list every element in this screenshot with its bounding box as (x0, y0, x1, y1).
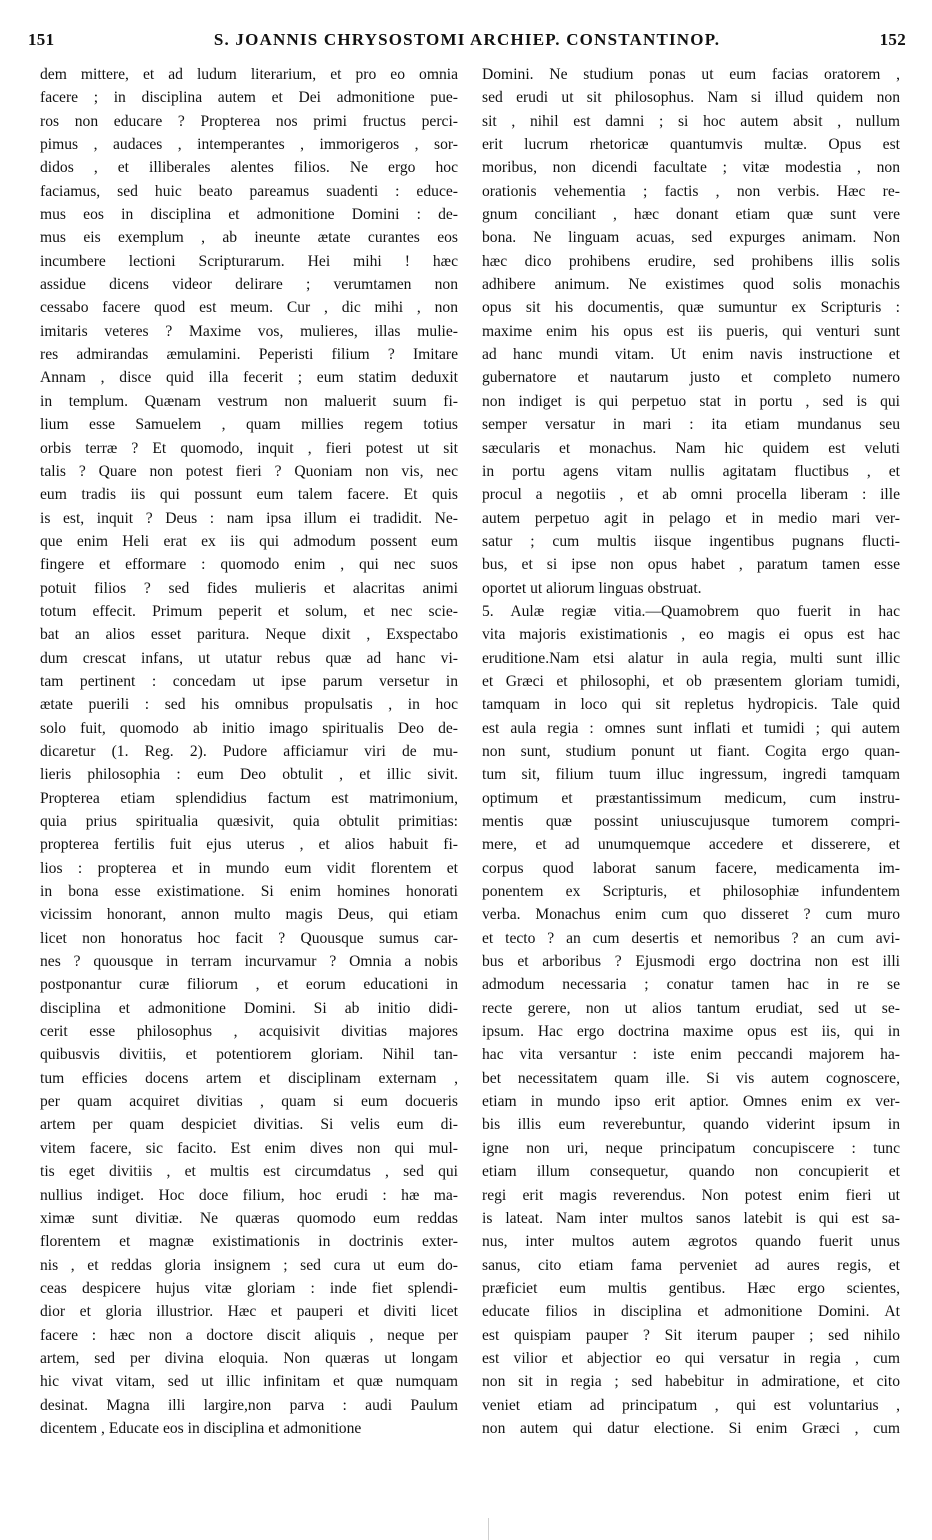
text-line: veniet etiam ad principatum , qui est voluntarius , (482, 1396, 900, 1414)
text-line: moribus, non dicendi facultate ; vitæ modestia , non (482, 159, 900, 177)
running-title: S. JOANNIS CHRYSOSTOMI ARCHIEP. CONSTANTINOP. (213, 30, 721, 49)
page-edge-mark (488, 1518, 489, 1540)
text-line: bus, et si ipse non opus habet , paratum tamen esse (482, 556, 900, 574)
text-line: etiam illum consequetur, quando non concupierit et (482, 1163, 900, 1181)
text-line: nus, inter multos autem ægrotos quando fuerit unus (482, 1233, 900, 1251)
text-line: est quispiam pauper ? Sit iterum pauper ; sed nihilo (482, 1326, 900, 1344)
text-line: bat an alios esset paritura. Neque dixit , Exspectabo (40, 626, 458, 644)
text-line: verba. Monachus enim cum quo disseret ? cum muro (482, 906, 900, 924)
text-line: desinat. Magna illi largire,non parva : audi Paulum (40, 1396, 458, 1414)
text-line: res admirandas æmulamini. Peperisti filium ? Imitare (40, 346, 458, 364)
text-line: hac vita versantur : iste enim peccandi majorem ha- (482, 1046, 900, 1064)
text-line: didos , et illiberales alentes filios. Ne ergo hoc (40, 159, 458, 177)
text-line: ros non educare ? Propterea nos primi fructus perci- (40, 112, 458, 130)
text-line: incumbere lectioni Scripturarum. Hei mihi ! hæc (40, 252, 458, 270)
text-line: tum sit, filium tuum illuc ingressum, ingredi tamquam (482, 766, 900, 784)
text-line: dicentem , Educate eos in disciplina et admonitione (40, 1419, 362, 1437)
left-text-column (40, 63, 458, 1440)
text-line: bona. Ne linguam acuas, sed expurges animam. Non (482, 229, 900, 247)
text-line: non autem qui datur electione. Si enim Græci , cum (482, 1419, 900, 1437)
text-line: adhibere animum. Ne existimes quod solis monachis (482, 276, 900, 294)
text-line: facere : hæc non a doctore discit aliquis , neque per (40, 1326, 458, 1344)
text-line: regi erit magis reverendus. Non potest enim fieri ut (482, 1186, 900, 1204)
text-line: optimum et præstantissimum medicum, cum instru- (482, 789, 900, 807)
text-line: nes ? quousque in terram incurvamur ? Omnia a nobis (40, 953, 458, 971)
text-line: in bona esse existimatione. Si enim homines honorati (40, 883, 458, 901)
text-line: tamquam in loco qui sit repletus hydropicis. Tale quid (482, 696, 900, 714)
text-line: bet necessitatem quam ille. Si vis autem cognoscere, (482, 1069, 900, 1087)
text-line: quia prius spiritualia quæsivit, quia obtulit primitias: (40, 813, 458, 830)
text-line: ximæ sunt divitiæ. Ne quæras quomodo eum reddas (40, 1209, 458, 1227)
text-line: tis eget divitiis , et multis est circumdatus , sed qui (40, 1163, 458, 1181)
text-line: tum efficies docens artem et disciplinam externam , (40, 1069, 458, 1087)
text-line: in portu agens vitam nullis agitatam fluctibus , et (482, 462, 900, 480)
page-number-right: 152 (879, 30, 906, 49)
text-line: florentem et magnæ existimationis in doctrinis exter- (40, 1233, 458, 1251)
text-line: præficiet eum multis gentibus. Hæc ergo scientes, (482, 1279, 900, 1297)
text-line: potuit filios ? sed fides mulieris et alacritas animi (40, 579, 458, 597)
text-line: erit lucrum rhetoricæ quantumvis multæ. Opus est (482, 136, 900, 154)
text-line: postponantur curæ filiorum , et eorum educationi in (40, 976, 458, 994)
text-line: cerit esse philosophus , acquisivit divitias majores (40, 1023, 458, 1041)
text-line: fingere et efformare : quomodo enim , qui nec suos (40, 556, 458, 574)
text-line: oportet ut aliorum linguas obstruat. (482, 579, 702, 597)
text-line: Annam , disce quid illa fecerit ; eum statim deduxit (40, 369, 458, 387)
text-line: sit , nihil est damni ; si hoc autem absit , nullum (482, 112, 900, 130)
text-line: mentis quæ possint uniuscujusque tumorem compri- (482, 813, 900, 830)
text-line: dicaretur (1. Reg. 2). Pudore afficiamur viri de mu- (40, 742, 458, 760)
text-line: opus sit his documentis, quæ sumuntur ex Scripturis : (482, 299, 900, 317)
text-line: totum effecit. Primum peperit et solum, et nec scie- (40, 602, 458, 620)
text-line: et tecto ? an cum desertis et nemoribus ? an cum avi- (482, 929, 900, 947)
text-line: orationis vehementia ; factis , non verbis. Hæc re- (482, 182, 900, 200)
text-line: non indiget is qui perpetuo stat in portu , sed is qui (482, 392, 900, 410)
text-line: lieris philosophia : eum Deo obtulit , et illic sivit. (40, 766, 458, 784)
text-line: tam pertinent : concedam ut ipse parum versetur in (40, 672, 458, 690)
text-line: talis ? Quare non potest fieri ? Quoniam non vis, nec (40, 462, 458, 480)
text-line: procul a negotiis , et ab omni procella liberam : ille (482, 486, 900, 504)
text-line: que enim Heli erat ex iis qui admodum possent eum (40, 532, 458, 550)
text-line: igne non uri, neque principatum concupiscere : tunc (482, 1139, 900, 1157)
text-line: pimus , audaces , intemperantes , immorigeros , sor- (40, 136, 458, 154)
text-line: licet non honoratus hoc facit ? Quousque sumus car- (40, 929, 458, 947)
text-line: is lateat. Nam inter multos sanos latebit is qui est sa- (482, 1209, 900, 1227)
text-line: recte gerere, non ut alios tantum erudiat, sed ut se- (482, 999, 900, 1017)
text-line: educate filios in disciplina et admonitione Domini. At (482, 1303, 900, 1321)
text-line: facere ; in disciplina autem et Dei admonitione pue- (40, 89, 458, 107)
text-line: mus eos in disciplina et admonitione Domini : de- (40, 206, 458, 224)
text-line: hic vivat vitam, sed ut illic infinitam et quæ numquam (40, 1373, 458, 1391)
text-line: per quam acquiret divitias , quam si eum docueris (40, 1093, 458, 1111)
text-line: est vilior et abjectior eo qui versatur in regia , cum (482, 1349, 900, 1367)
text-line: nis , et reddas gloria insignem ; sed cura ut eum do- (40, 1256, 458, 1274)
text-line: vitem facere, sic facito. Est enim dives non qui mul- (40, 1139, 458, 1157)
text-line: solo fuit, quomodo ab initio imago spiritualis Deo de- (40, 719, 458, 737)
text-line: non sunt, studium ponunt ut fiant. Cogita ergo quan- (482, 742, 900, 760)
text-line: 5. Aulæ regiæ vitia.—Quamobrem quo fuerit in hac (482, 602, 900, 620)
text-line: satur ; cum multis iisque ingentibus pugnans flucti- (482, 532, 900, 550)
text-line: ceas despicere hujus vitæ gloriam : inde fiet splendi- (40, 1279, 458, 1297)
text-line: bis illis eum reverebuntur, quando viderint ipsum in (482, 1116, 900, 1134)
text-line: est aula regia : omnes sunt inflati et tumidi ; qui autem (482, 719, 900, 737)
text-line: artem per quam despiciet divitias. Si velis eum di- (40, 1116, 458, 1134)
text-line: in templum. Quænam vestrum non maluerit suum fi- (40, 392, 458, 410)
text-line: quibusvis divitiis, et potentiorem gloriam. Nihil tan- (40, 1046, 458, 1064)
text-line: bus et arboribus ? Ejusmodi ergo doctrina non est illi (482, 953, 900, 971)
text-line: vicissim honorant, annon multo magis Deus, qui etiam (40, 906, 458, 924)
text-line: dum crescat infans, ut utatur rebus quæ ad hanc vi- (40, 649, 458, 667)
text-line: propterea fertilis fuit ejus uterus , et alios habuit fi- (40, 836, 458, 854)
text-line: gubernatore et nautarum justo et completo numero (482, 369, 900, 387)
text-line: orbis terræ ? Et quomodo, inquit , fieri potest ut sit (40, 439, 458, 457)
text-line: eruditione.Nam etsi alatur in aula regia, multi sunt illic (482, 649, 900, 667)
text-line: disciplina et admonitione Domini. Si ab initio didi- (40, 999, 458, 1017)
text-line: lium esse Samuelem , quam millies regem totius (40, 416, 458, 434)
text-line: Domini. Ne studium ponas ut eum facias oratorem , (482, 66, 900, 83)
text-line: artem, sed per divina eloquia. Non quæras ut longam (40, 1349, 458, 1367)
right-text-column (482, 63, 900, 1440)
text-line: gnum conciliant , hæc donant etiam quæ sunt vere (482, 206, 900, 224)
text-line: dem mittere, et ad ludum literarium, et pro eo omnia (40, 66, 458, 83)
text-line: maxime enim his opus est iis pueris, qui venturi sunt (482, 322, 900, 340)
text-line: sed erudi ut sit philosophus. Nam si illud quidem non (482, 89, 900, 107)
text-line: nullius indiget. Hoc doce filium, hoc erudi : hæ ma- (40, 1186, 458, 1204)
text-line: dior et gloria illustrior. Hæc et pauperi et diviti licet (40, 1303, 458, 1321)
text-line: ætate puerili : sed his omnibus propulsatis , in hoc (40, 696, 458, 714)
text-line: Propterea etiam splendidius factum est matrimonium, (40, 789, 458, 807)
page-number-left: 151 (28, 30, 55, 49)
text-line: hæc dico prohibens erudire, sed prohibens illis solis (482, 252, 900, 270)
text-line: eum tradis iis qui possunt eum talem facere. Et quis (40, 486, 458, 504)
text-line: etiam in mundo ipso erit aptior. Omnes enim ex ver- (482, 1093, 900, 1111)
text-line: assidue dicens videor delirare ; verumtamen non (40, 276, 458, 294)
text-line: admodum necessaria ; conatur tamen hac in re se (482, 976, 900, 994)
text-line: mere, et ad unumquemque accedere et disserere, et (482, 836, 900, 854)
text-line: mus eis exemplum , ab ineunte ætate curantes eos (40, 229, 458, 247)
text-line: vita majoris existimationis , eo magis ei opus est hac (482, 626, 900, 644)
text-line: imitaris veteres ? Maxime vos, mulieres, illas mulie- (40, 322, 458, 340)
text-line: non sit in regia ; sed habebitur in admiratione, et cito (482, 1373, 900, 1391)
running-head (28, 30, 906, 56)
text-line: ad hanc mundi vitam. Ut enim navis instructione et (482, 346, 900, 364)
text-line: semper versatur in mari : ita etiam mundanus seu (482, 416, 900, 434)
text-line: et Græci et philosophi, et ob præsentem gloriam tumidi, (482, 672, 900, 690)
text-line: is est, inquit ? Deus : nam ipsa illum ei tradidit. Ne- (40, 509, 458, 527)
text-line: autem perpetuo agit in pelago et in medio mari ver- (482, 509, 900, 527)
text-line: lios : propterea et in mundo eum vidit florentem et (40, 859, 458, 877)
text-line: cessabo facere quod est meum. Cur , dic mihi , non (40, 299, 458, 317)
text-line: corpus quod laborat sanum facere, medicamenta im- (482, 859, 900, 877)
text-line: sæcularis et monachus. Nam hic quidem est veluti (482, 439, 900, 457)
text-line: ponentem ex Scripturis, et philosophiæ infundentem (482, 883, 900, 901)
text-line: faciamus, sed huic beato pareamus suadenti : educe- (40, 182, 458, 200)
text-line: ipsum. Hac ergo doctrina maxime opus est iis, qui in (482, 1023, 900, 1041)
text-line: sanus, cito etiam fama perveniet ad aures regis, et (482, 1256, 900, 1274)
